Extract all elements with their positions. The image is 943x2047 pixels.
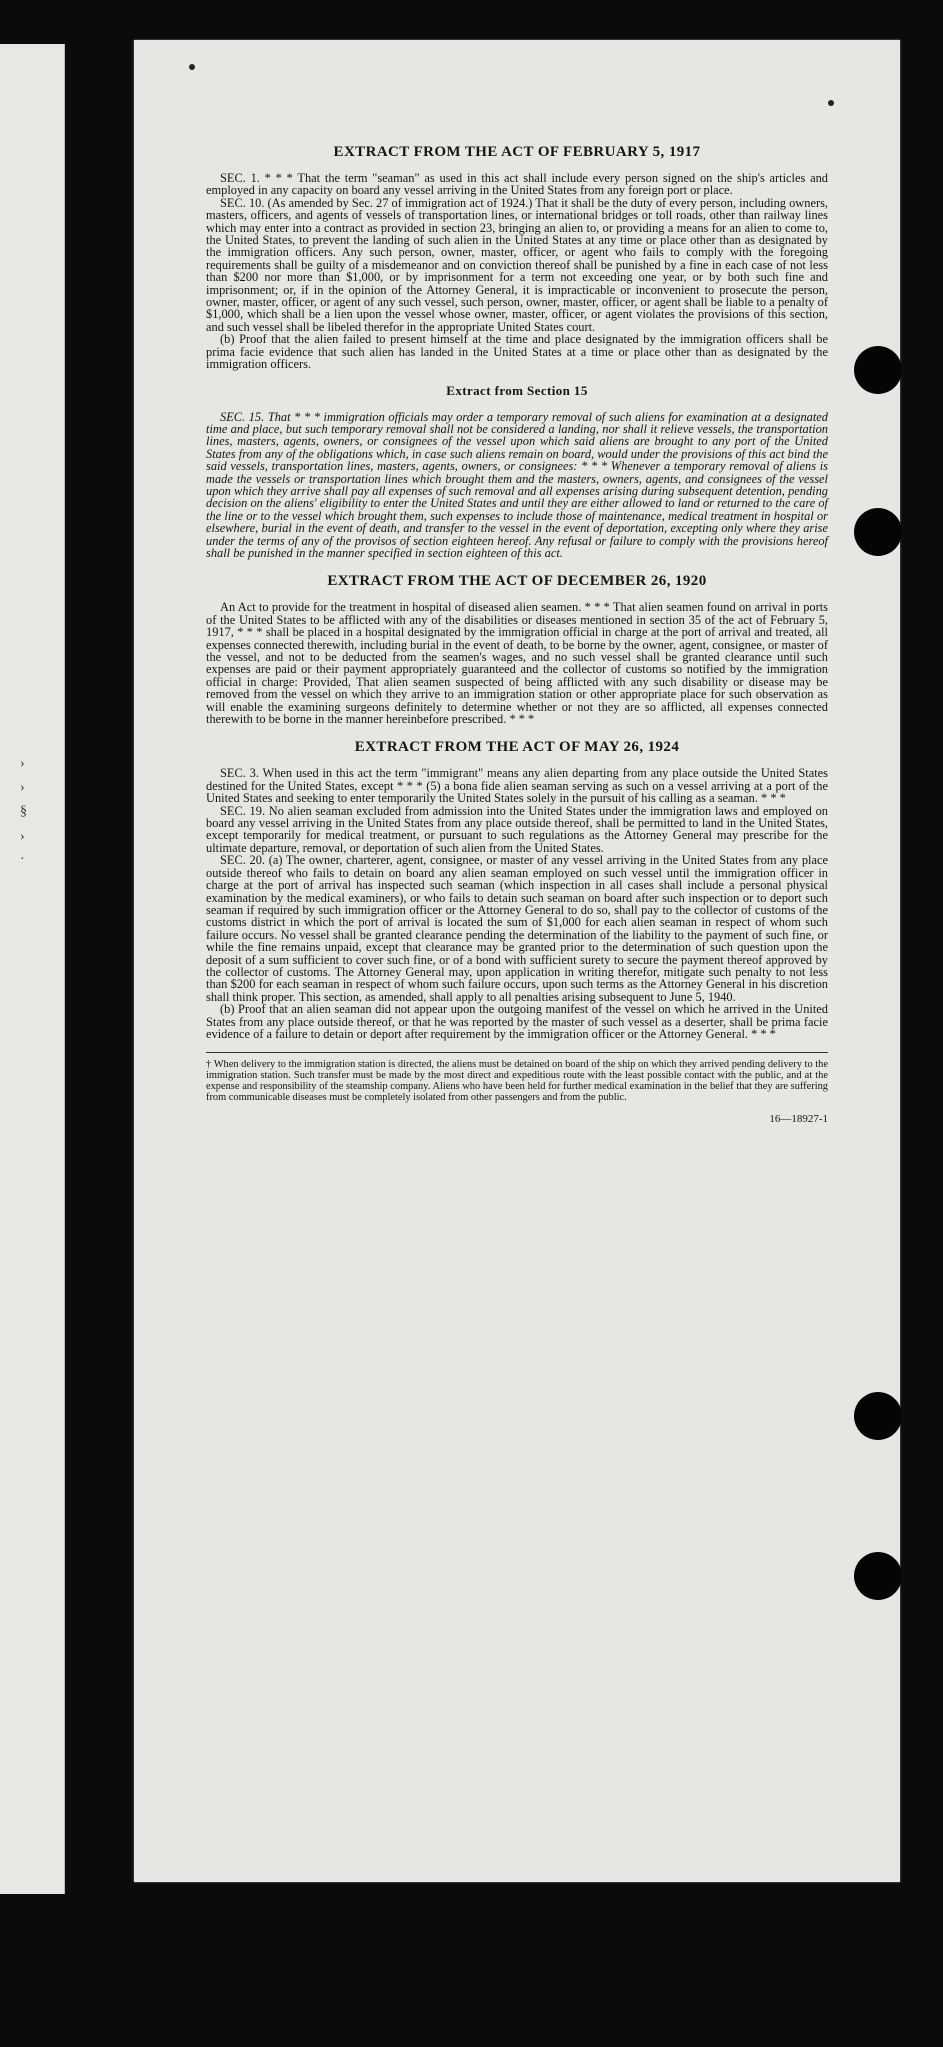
document-page	[134, 40, 900, 1882]
section-10-paragraph: SEC. 10. (As amended by Sec. 27 of immigration act of 1924.) That it shall be the duty of every person, including owners, masters, officers, and agents of vessels of transportation lines, or international bridges or toll roads, other than railway lines which may enter into a contract as provided in section 23, bringing an alien to, or providing a means for an alien to come to, the United States, to prevent the landing of such alien in the United States at any time or place other than as designated by the immigration officers. Any such person, owner, master, officer, or agent who fails to comply with the foregoing requirements shall be guilty of a misdemeanor and on conviction thereof shall be punished by a fine in each case of not less than $200 nor more than $1,000, or by imprisonment for a term not exceeding one year, or by both such fine and imprisonment; or, if in the opinion of the Attorney General, it is impracticable or inconvenient to prosecute the person, owner, master, officer, or agent of any such vessel, such person, owner, master, officer, or agent shall be liable to a penalty of $1,000, which shall be a lien upon the vessel whose owner, master, officer, or agent violates the provisions of this section, and such vessel shall be libeled therefor in the appropriate United States court.	[206, 195, 828, 334]
footnote: † When delivery to the immigration station is directed, the aliens must be detained on board of the ship on which they arrived pending delivery to the immigration station. Such transfer must be made by the most direct and expeditious route with the least possible contact with the public, and at the expense and responsibility of the steamship company. Aliens who have been held for further medical examination in the belief that they are suffering from communicable diseases must be completely isolated from other passengers and from the public.	[206, 1052, 828, 1103]
heading-act-1920: EXTRACT FROM THE ACT OF DECEMBER 26, 1920	[327, 573, 707, 590]
section-15-paragraph: SEC. 15. That * * * immigration officials may order a temporary removal of such aliens for examination at a designated time and place, but such temporary removal shall not be considered a landing, nor shall it relieve vessels, the transportation lines, masters, agents, owners, or consignees of the vessel upon which said aliens are brought to any port of the United States from any of the obligations which, in case such aliens remain on board, would under the provisions of this act bind the said vessels, transportation lines, masters, agents, owners, or consignees: * * * Whenever a temporary removal of aliens is made the vessels or transportation lines which brought them and the masters, owners, agents, and consignees of the vessel upon which they arrive shall pay all expenses of such removal and all expenses arising during subsequent detention, pending decision on the aliens' eligibility to enter the United States and until they are either allowed to land or returned to the care of the line or to the vessel which brought them, such expenses to include those of maintenance, medical treatment in hospital or elsewhere, burial in the event of death, and transfer to the vessel in the event of deportation, excepting only where they arise under the terms of any of the provisos of section eighteen hereof. Any refusal or failure to comply with the provisions hereof shall be punished in the manner specified in section eighteen of this act.	[206, 409, 828, 560]
heading-section-15: Extract from Section 15	[446, 382, 588, 398]
act-1920-paragraph: An Act to provide for the treatment in hospital of diseased alien seamen. * * * That alien seamen found on arrival in ports of the United States to be afflicted with any of the disabilities or diseases mentioned in section 35 of the act of February 5, 1917, * * * shall be placed in a hospital designated by the immigration official in charge at the port of arrival and treated, all expenses connected therewith, including burial in the event of death, to be borne by the owner, agent, consignee, or master of the vessel, and not to be deducted from the seamen's wages, and no such vessel shall be granted clearance until such expenses are paid or their payment appropriately guaranteed and the collector of customs so notified by the immigration official in charge: Provided, That alien seamen suspected of being afflicted with any such disability or disease may be removed from the vessel on which they arrive to an immigration station or other appropriate place for such observation as will enable the examining surgeons definitely to determine whether or not they are so afflicted, all expenses connected therewith to be borne in the manner hereinbefore prescribed. * * *	[206, 600, 828, 727]
margin-mark: ›	[20, 829, 25, 844]
punch-hole	[854, 1392, 902, 1440]
document-body	[206, 136, 828, 1126]
section-19-paragraph: SEC. 19. No alien seaman excluded from admission into the United States under the immigration laws and employed on board any vessel arriving in the United States from any place outside thereof, shall be permitted to land in the United States, except temporarily for medical treatment, or pursuant to such regulations as the Attorney General may prescribe for the ultimate departure, removal, or deportation of such alien from the United States.	[206, 803, 828, 855]
punch-hole	[854, 508, 902, 556]
section-3-paragraph: SEC. 3. When used in this act the term "immigrant" means any alien departing from any place outside the United States destined for the United States, except * * * (5) a bona fide alien seaman serving as such on a vessel arriving at a port of the United States and seeking to enter temporarily the United States solely in the pursuit of his calling as a seaman. * * *	[206, 766, 828, 806]
section-20b-paragraph: (b) Proof that an alien seaman did not appear upon the outgoing manifest of the vessel on which he arrived in the United States from any place outside thereof, or that he was reported by the master of such vessel as a deserter, shall be prima facie evidence of a failure to detain or deport after requirement by the immigration officer or the Attorney General. * * *	[206, 1002, 828, 1041]
section-1-paragraph: SEC. 1. * * * That the term "seaman" as used in this act shall include every person signed on the ship's articles and employed in any capacity on board any vessel arriving in the United States from any foreign port or place.	[206, 171, 828, 198]
adjacent-page-strip	[0, 44, 65, 1894]
heading-act-1924: EXTRACT FROM THE ACT OF MAY 26, 1924	[354, 739, 680, 756]
heading-act-1917: EXTRACT FROM THE ACT OF FEBRUARY 5, 1917	[333, 144, 701, 160]
speck	[828, 100, 834, 106]
section-10b-paragraph: (b) Proof that the alien failed to present himself at the time and place designated by the immigration officers shall be prima facie evidence that such alien has landed in the United States at a time or place other than as designated by the immigration officers.	[206, 332, 828, 372]
form-code: 16—18927-1	[769, 1113, 828, 1126]
margin-mark: ›	[20, 780, 25, 795]
section-20a-paragraph: SEC. 20. (a) The owner, charterer, agent, consignee, or master of any vessel arriving in the United States from any place outside thereof who fails to detain on board any alien seaman employed on such vessel until the immigration officer in charge at the port of arrival has inspected such seaman (which inspection in all cases shall include a personal physical examination by the medical examiners), or who fails to detain such seaman on board after such inspection or to deport such seaman if required by such immigration officer or the Attorney General to do so, shall pay to the collector of customs of the customs district in which the port of arrival is located the sum of $1,000 for each alien seaman in respect of whom such failure occurs. No vessel shall be granted clearance pending the determination of the liability to the payment of such fine, or while the fine remains unpaid, except that clearance may be granted prior to the determination of such question upon the deposit of a sum sufficient to cover such fine, or of a bond with sufficient surety to secure the payment thereof approved by the collector of customs. The Attorney General may, upon application in writing therefor, mitigate such penalty to not less than $200 for each seaman in respect of whom such failure occurs, upon such terms as the Attorney General in his discretion shall think proper. This section, as amended, shall apply to all penalties arising subsequent to June 5, 1940.	[206, 853, 828, 1004]
speck	[189, 64, 195, 70]
margin-mark: ›	[20, 756, 25, 771]
margin-mark: ·	[20, 852, 25, 867]
punch-hole	[854, 1552, 902, 1600]
punch-hole	[854, 346, 902, 394]
margin-mark: §	[20, 804, 27, 819]
